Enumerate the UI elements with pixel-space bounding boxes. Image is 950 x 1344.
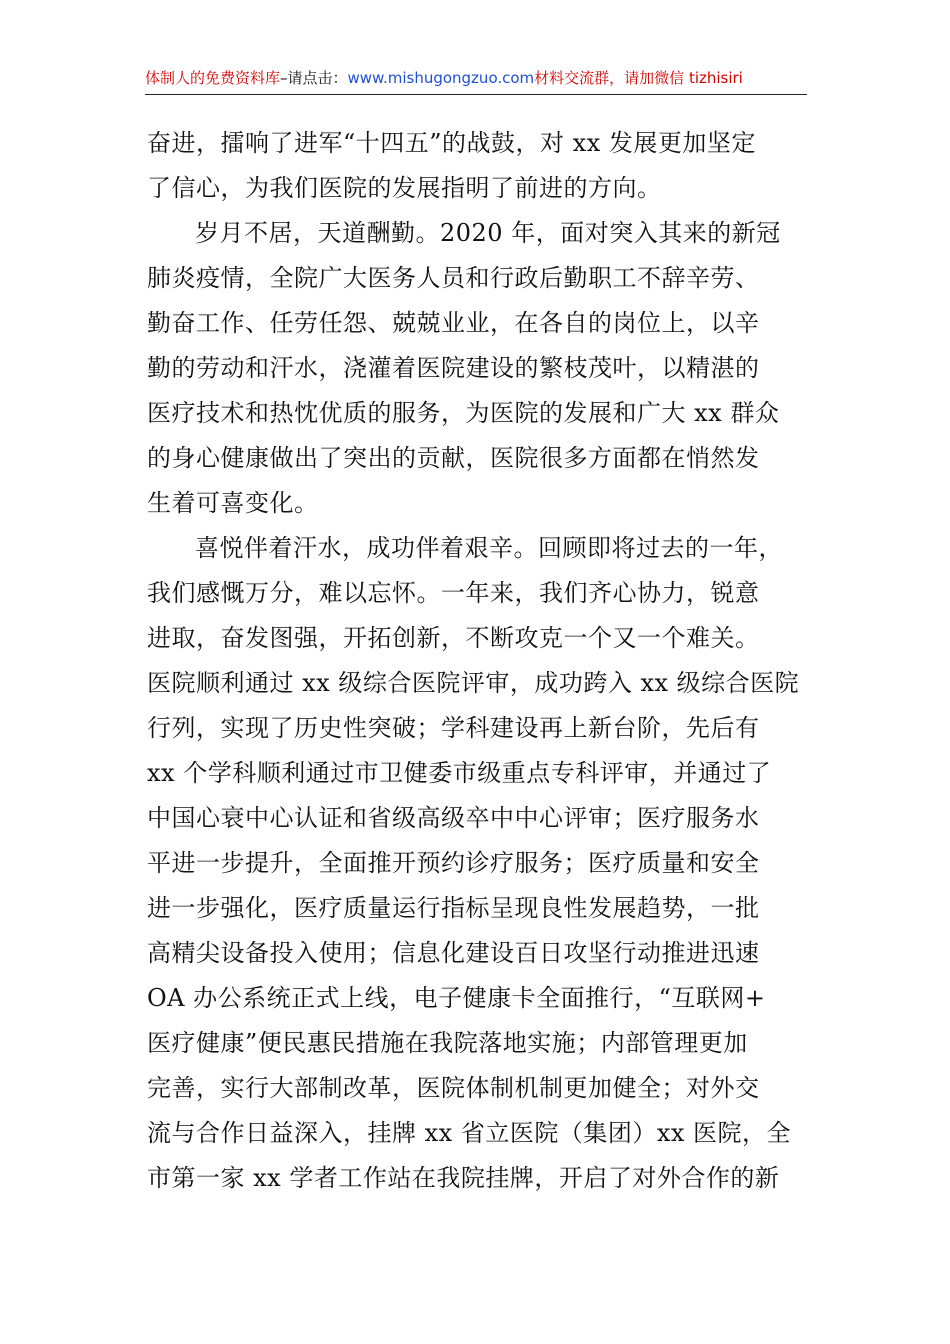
body-line: 行列，实现了历史性突破；学科建设再上新台阶，先后有: [147, 714, 760, 742]
body-line: 喜悦伴着汗水，成功伴着艰辛。回顾即将过去的一年，: [195, 534, 783, 562]
page-header: [145, 64, 807, 95]
body-line: 平进一步提升，全面推开预约诊疗服务；医疗质量和安全: [147, 849, 760, 877]
body-line: 医疗健康”便民惠民措施在我院落地实施；内部管理更加: [147, 1029, 748, 1057]
body-line: 的身心健康做出了突出的贡献，医院很多方面都在悄然发: [147, 444, 760, 472]
body-line: 医疗技术和热忱优质的服务，为医院的发展和广大 xx 群众: [147, 399, 780, 427]
body-line: 岁月不居，天道酬勤。2020 年，面对突入其来的新冠: [195, 219, 781, 247]
header-brand: 体制人的免费资料库: [145, 69, 281, 87]
body-line: 高精尖设备投入使用；信息化建设百日攻坚行动推进迅速: [147, 939, 760, 967]
body-line: 医院顺利通过 xx 级综合医院评审，成功跨入 xx 级综合医院: [147, 669, 800, 697]
body-line: 中国心衰中心认证和省级高级卒中中心评审；医疗服务水: [147, 804, 760, 832]
body-line: 奋进，擂响了进军“十四五”的战鼓，对 xx 发展更加坚定: [147, 129, 756, 157]
header-prompt: –请点击：: [280, 69, 348, 87]
header-link[interactable]: www.mishugongzuo.com: [347, 69, 535, 87]
body-line: 市第一家 xx 学者工作站在我院挂牌，开启了对外合作的新: [147, 1164, 780, 1192]
body-line: OA 办公系统正式上线，电子健康卡全面推行，“互联网+: [147, 984, 766, 1012]
body-line: 完善，实行大部制改革，医院体制机制更加健全；对外交: [147, 1074, 760, 1102]
header-note: 材料交流群，请加微信 tizhisiri: [534, 69, 743, 87]
body-line: 勤的劳动和汗水，浇灌着医院建设的繁枝茂叶，以精湛的: [147, 354, 760, 382]
body-line: 生着可喜变化。: [147, 489, 319, 517]
body-line: 肺炎疫情，全院广大医务人员和行政后勤职工不辞辛劳、: [147, 264, 760, 292]
body-line: 我们感慨万分，难以忘怀。一年来，我们齐心协力，锐意: [147, 579, 760, 607]
body-line: xx 个学科顺利通过市卫健委市级重点专科评审，并通过了: [147, 759, 772, 787]
document-body: [147, 121, 807, 1201]
body-line: 流与合作日益深入，挂牌 xx 省立医院（集团）xx 医院，全: [147, 1119, 792, 1147]
body-line: 进一步强化，医疗质量运行指标呈现良性发展趋势，一批: [147, 894, 760, 922]
body-line: 进取，奋发图强，开拓创新，不断攻克一个又一个难关。: [147, 624, 760, 652]
body-line: 了信心，为我们医院的发展指明了前进的方向。: [147, 174, 662, 202]
body-line: 勤奋工作、任劳任怨、兢兢业业，在各自的岗位上，以辛: [147, 309, 760, 337]
